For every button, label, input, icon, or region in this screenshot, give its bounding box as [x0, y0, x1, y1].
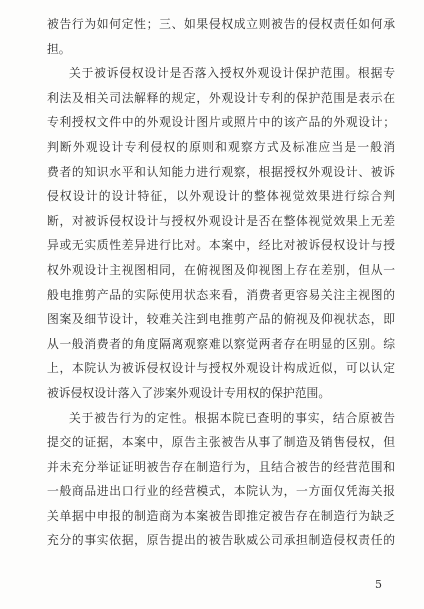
text-line: 上，本院认为被诉侵权设计与授权外观设计构成近似，可以认定 — [47, 361, 395, 376]
text-line: 侵权设计的设计特征，以外观设计的整体视觉效果进行综合判 — [47, 189, 395, 204]
text-line: 权外观设计主视图相同，在俯视图及仰视图上存在差别，但从一 — [47, 262, 395, 277]
text-line: 图案及细节设计，较难关注到电推剪产品的俯视及仰视状态，即 — [47, 312, 395, 327]
text-line: 关单据中申报的制造商为本案被告即推定被告存在制造行为缺乏 — [47, 508, 395, 523]
text-line: 并未充分举证证明被告存在制造行为，且结合被告的经营范围和 — [47, 459, 395, 474]
text-line: 从一般消费者的角度隔离观察难以察觉两者存在明显的区别。综 — [47, 336, 395, 351]
page-number: 5 — [375, 578, 382, 591]
body-text — [47, 12, 395, 553]
text-line: 被告行为如何定性；三、如果侵权成立则被告的侵权责任如何承 — [47, 17, 395, 31]
text-line: 判断外观设计专利侵权的原则和观察方式及标准应当是一般消 — [47, 139, 395, 154]
text-line: 提交的证据，本案中，原告主张被告从事了制造及销售侵权，但 — [47, 435, 395, 450]
text-line: 担。 — [47, 41, 71, 56]
text-line: 异或无实质性差异进行比对。本案中，经比对被诉侵权设计与授 — [47, 238, 395, 253]
text-line: 专利授权文件中的外观设计图片或照片中的该产品的外观设计； — [47, 115, 395, 130]
text-line: 利法及相关司法解释的规定，外观设计专利的保护范围是表示在 — [47, 90, 395, 105]
text-line: 被诉侵权设计落入了涉案外观设计专用权的保护范围。 — [47, 385, 331, 400]
text-line: 一般商品进出口行业的经营模式，本院认为，一方面仅凭海关报 — [47, 484, 395, 499]
text-line: 关于被诉侵权设计是否落入授权外观设计保护范围。根据专 — [69, 66, 395, 81]
text-line: 般电推剪产品的实际使用状态来看，消费者更容易关注主视图的 — [47, 287, 395, 302]
text-line: 断，对被诉侵权设计与授权外观设计是否在整体视觉效果上无差 — [47, 213, 395, 228]
text-line: 关于被告行为的定性。根据本院已查明的事实，结合原被告 — [69, 410, 395, 425]
text-line: 费者的知识水平和认知能力进行观察，根据授权外观设计、被诉 — [47, 164, 395, 179]
text-line: 充分的事实依据，原告提出的被告耿威公司承担制造侵权责任的 — [47, 533, 395, 548]
